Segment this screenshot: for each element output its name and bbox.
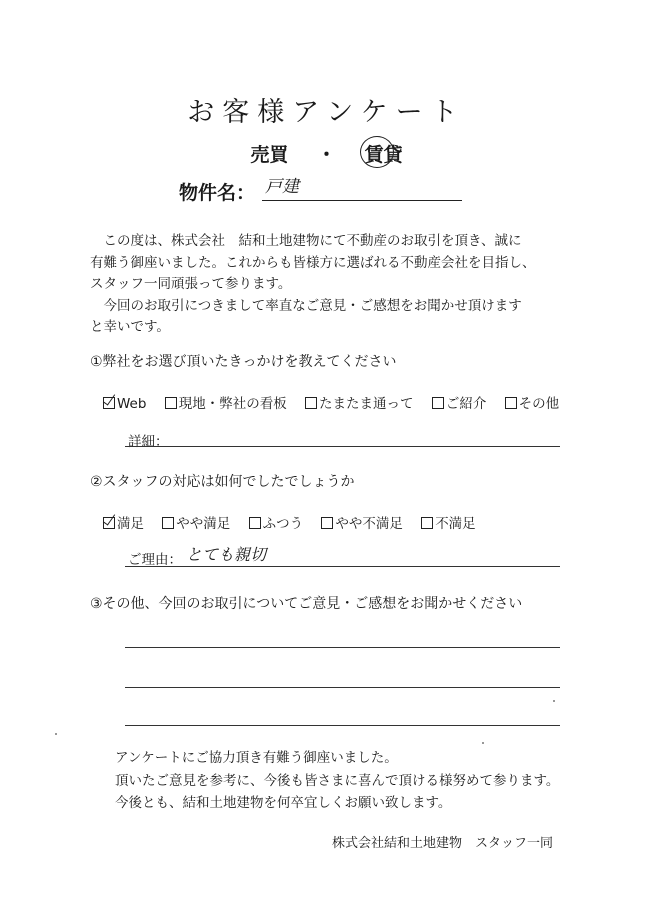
checkbox-icon[interactable]	[421, 517, 433, 529]
checkbox-checked-icon[interactable]	[103, 397, 115, 409]
q1-detail-label: 詳細：	[128, 434, 169, 450]
q1-option-passing-by[interactable]	[305, 396, 414, 412]
closing-line: 頂いたご意見を参考に、今後も皆さまに喜んで頂ける様努めて参ります。	[115, 772, 560, 789]
scan-speck	[553, 700, 555, 702]
q1-detail-line[interactable]	[125, 446, 560, 447]
q2-option-satisfied[interactable]	[103, 516, 144, 532]
property-name-value[interactable]: 戸建	[265, 177, 299, 197]
option-label: たまたま通って	[319, 396, 414, 412]
checkbox-icon[interactable]	[432, 397, 444, 409]
option-label: ふつう	[262, 516, 304, 532]
checkbox-icon[interactable]	[505, 397, 517, 409]
q3-answer-line[interactable]	[125, 647, 560, 648]
type-sale: 売買	[250, 144, 289, 166]
q2-option-somewhat-satisfied[interactable]	[162, 516, 230, 532]
checkbox-icon[interactable]	[162, 517, 174, 529]
selection-circle	[360, 136, 394, 168]
option-label: 不満足	[435, 516, 476, 532]
option-label: やや不満足	[335, 516, 403, 532]
scan-speck	[482, 742, 484, 744]
intro-text	[90, 231, 536, 339]
q1-option-referral[interactable]	[432, 396, 487, 412]
transaction-type	[0, 140, 653, 167]
checkbox-icon[interactable]	[165, 397, 177, 409]
q3-answer-line[interactable]	[125, 725, 560, 726]
intro-line: 今回のお取引につきまして率直なご意見・ご感想をお聞かせ頂けます	[90, 297, 522, 314]
q2-reason-value[interactable]: とても親切	[186, 545, 267, 564]
intro-line: と幸いです。	[90, 319, 170, 335]
checkbox-checked-icon[interactable]	[103, 517, 115, 529]
q1-options	[103, 392, 573, 412]
q2-option-neutral[interactable]	[249, 516, 304, 532]
q3-title: ③その他、今回のお取引についてご意見・ご感想をお聞かせください	[90, 596, 523, 612]
option-label: Web	[117, 396, 147, 412]
intro-line: 有難う御座いました。これからも皆様方に選ばれる不動産会社を目指し、	[90, 254, 536, 271]
closing-line: 今後とも、結和土地建物を何卒宜しくお願い致します。	[115, 795, 452, 811]
q1-option-signboard[interactable]	[165, 396, 287, 412]
closing-text	[115, 747, 559, 815]
type-separator: ・	[316, 144, 336, 166]
q2-reason-label: ご理由：	[128, 552, 182, 568]
q1-title: ①弊社をお選び頂いたきっかけを教えてください	[90, 354, 397, 370]
option-label: ご紹介	[445, 396, 487, 412]
option-label: やや満足	[176, 516, 231, 532]
option-label: 現地・弊社の看板	[178, 396, 287, 412]
company-signature: 株式会社結和土地建物 スタッフ一同	[332, 836, 554, 851]
property-name-label: 物件名：	[179, 182, 256, 204]
q2-title: ②スタッフの対応は如何でしたでしょうか	[90, 474, 355, 490]
intro-line: この度は、株式会社 結和土地建物にて不動産のお取引を頂き、誠に	[90, 233, 522, 249]
q1-option-web[interactable]	[103, 396, 146, 412]
option-label: その他	[518, 396, 560, 412]
q2-option-dissatisfied[interactable]	[421, 516, 476, 532]
q1-option-other[interactable]	[505, 396, 560, 412]
type-rent-selected	[365, 140, 403, 167]
checkbox-icon[interactable]	[249, 517, 261, 529]
property-name-line	[262, 200, 462, 201]
checkbox-icon[interactable]	[305, 397, 317, 409]
q3-answer-line[interactable]	[125, 687, 560, 688]
closing-line: アンケートにご協力頂き有難う御座いました。	[115, 750, 398, 766]
scan-speck	[55, 733, 57, 735]
checkbox-icon[interactable]	[321, 517, 333, 529]
option-label: 満足	[117, 516, 144, 532]
q2-reason-line[interactable]	[125, 566, 560, 567]
page-title: お客様アンケート	[187, 97, 466, 128]
type-rent: 賃貸	[364, 144, 403, 166]
q2-options	[103, 512, 490, 532]
intro-line: スタッフ一同頑張って参ります。	[90, 276, 292, 292]
q2-option-somewhat-dissatisfied[interactable]	[321, 516, 403, 532]
